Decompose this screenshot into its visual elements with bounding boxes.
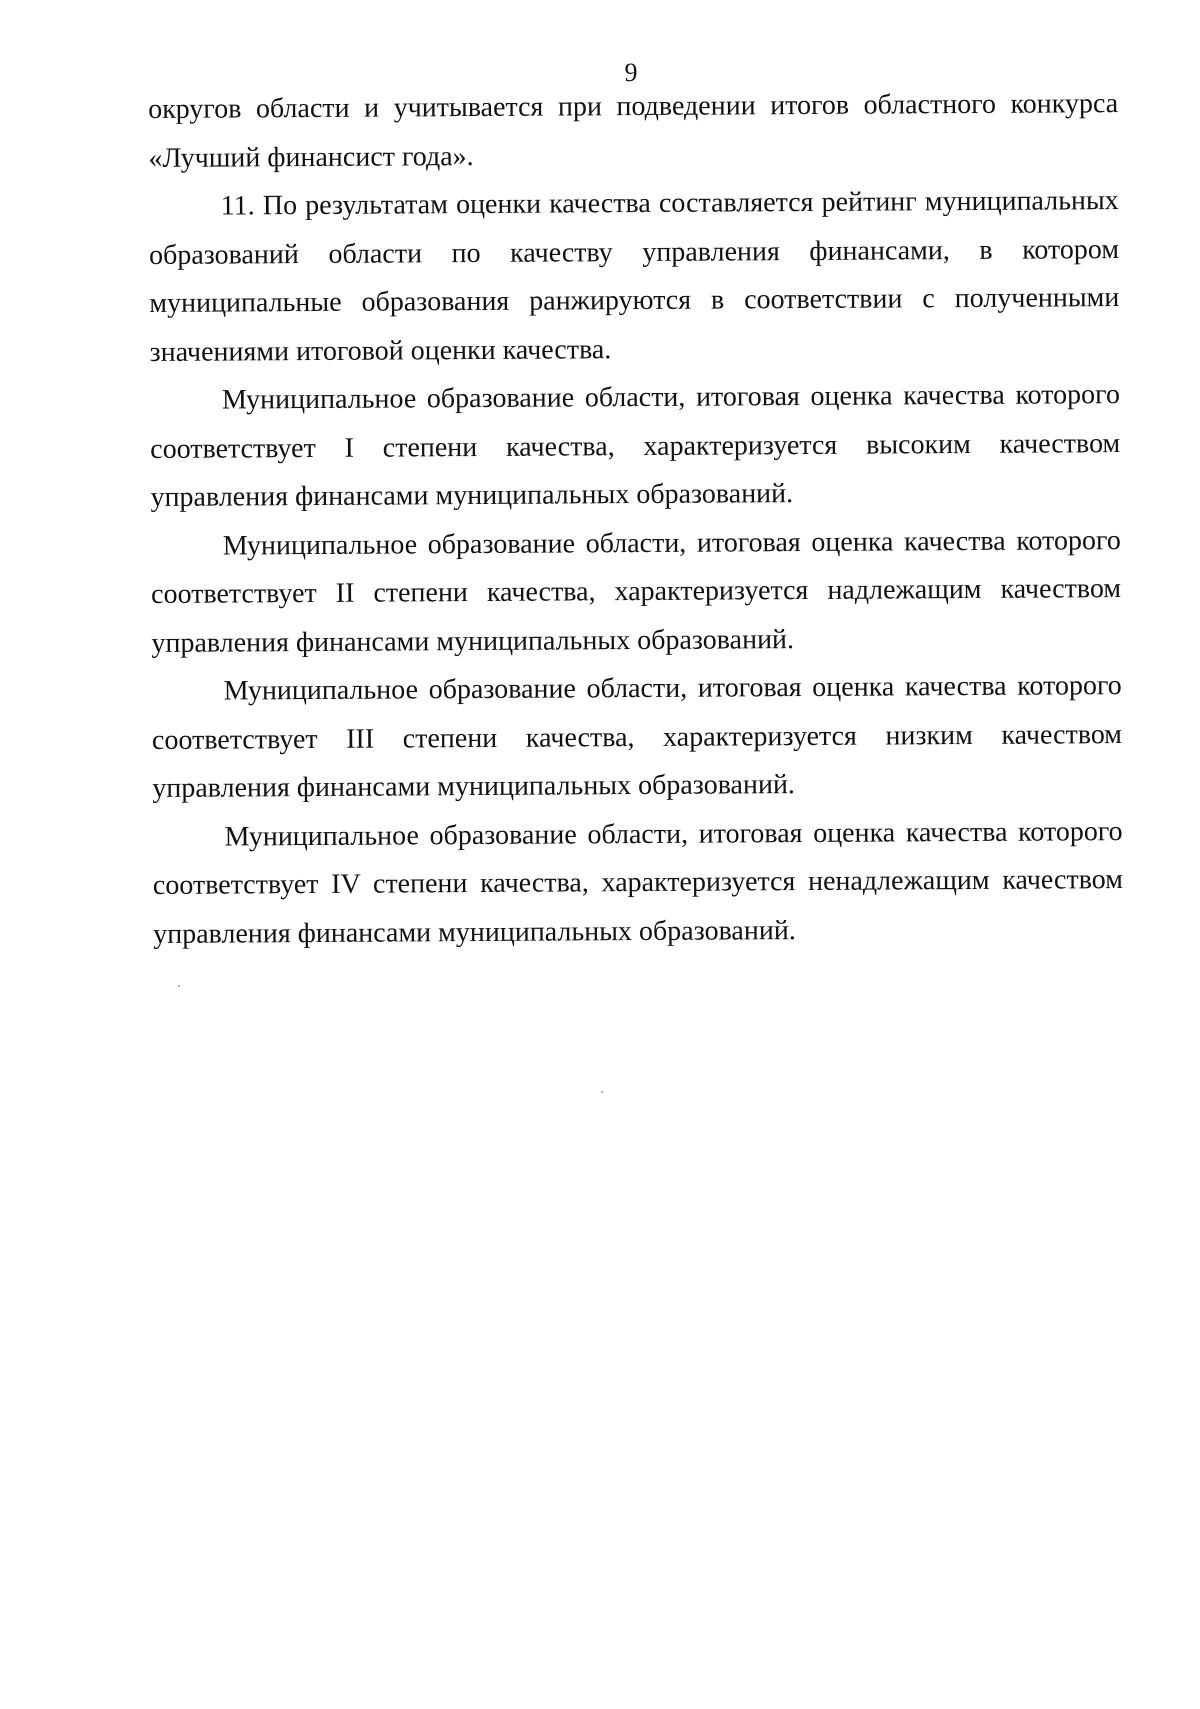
document-body	[148, 80, 1123, 959]
paragraph-degree-2: Муниципальное образование области, итоговая оценка качества которого соответствует II степени качества, характеризуется надлежащим качеством управления финансами муниципальных образований.	[151, 524, 1122, 659]
paragraph-degree-3: Муниципальное образование области, итоговая оценка качества которого соответствует III степени качества, характеризуется низким качеством управления финансами муниципальных образований.	[151, 670, 1123, 804]
paragraph-item-11: 11. По результатам оценки качества составляется рейтинг муниципальных образований области по качеству управления финансами, в котором муниципальные образования ранжируются в соответствии с полученными значениями итоговой оценки качества.	[148, 185, 1120, 368]
paragraph-continuation: округов области и учитывается при подведении итогов областного конкурса «Лучший финансист года».	[148, 88, 1119, 174]
page-number: 9	[624, 58, 638, 87]
paragraph-degree-1: Муниципальное образование области, итоговая оценка качества которого соответствует I степени качества, характеризуется высоким качеством управления финансами муниципальных образований.	[150, 379, 1121, 513]
paragraph-degree-4: Муниципальное образование области, итоговая оценка качества которого соответствует IV степени качества, характеризуется ненадлежащим качеством управления финансами муниципальных образований.	[152, 815, 1123, 950]
scan-speck	[178, 985, 180, 987]
scan-speck	[601, 1091, 603, 1093]
